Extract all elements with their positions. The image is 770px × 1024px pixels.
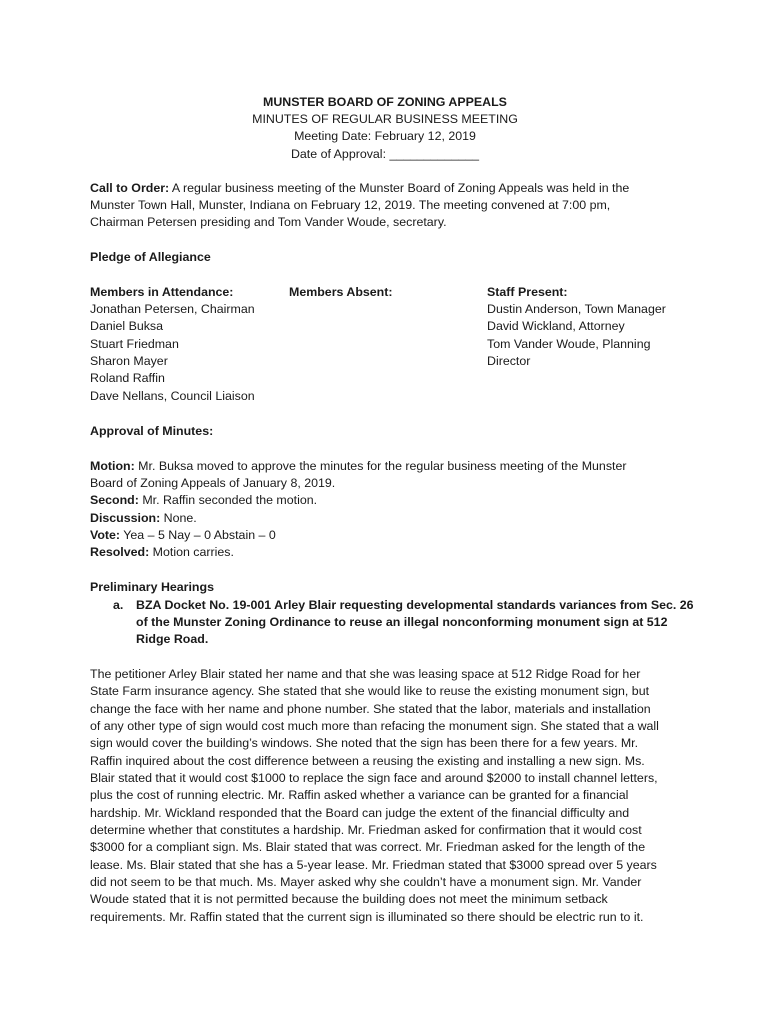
members-absent-heading: Members Absent: [289, 285, 393, 299]
resolved-text: Motion carries. [149, 545, 234, 559]
vote-label: Vote: [90, 528, 121, 542]
call-to-order-label: Call to Order: [90, 181, 170, 195]
document-title: MUNSTER BOARD OF ZONING APPEALS [263, 95, 507, 109]
call-to-order-line-2: Munster Town Hall, Munster, Indiana on February 12, 2019. The meeting convened at 7:00 pm, [90, 198, 611, 212]
body-line: lease. Ms. Blair stated that she has a 5-year lease. Mr. Friedman stated that $3000 spread over 5 years [90, 858, 657, 872]
body-line: $3000 for a compliant sign. Ms. Blair stated that was correct. Mr. Friedman asked for the length of the [90, 840, 646, 854]
second-line [90, 492, 317, 509]
vote-text: Yea – 5 Nay – 0 Abstain – 0 [120, 528, 276, 542]
body-line: Raffin inquired about the cost difference between a reusing the existing and installing a new sign. Ms. [90, 754, 645, 768]
member-present: Daniel Buksa [90, 319, 164, 333]
body-line: hardship. Mr. Wickland responded that the Board can judge the extent of the financial difficulty and [90, 806, 630, 820]
staff-member: Dustin Anderson, Town Manager [487, 302, 666, 316]
discussion-label: Discussion: [90, 511, 161, 525]
pledge-heading: Pledge of Allegiance [90, 250, 211, 264]
hearing-item-line: BZA Docket No. 19-001 Arley Blair requesting developmental standards variances from Sec. 26 [136, 598, 694, 612]
staff-member: David Wickland, Attorney [487, 319, 625, 333]
document-subtitle: MINUTES OF REGULAR BUSINESS MEETING [252, 112, 518, 126]
motion-label: Motion: [90, 459, 135, 473]
body-line: plus the cost of running electric. Mr. Raffin asked whether a variance can be granted for a financial [90, 788, 629, 802]
call-to-order-line-1 [90, 180, 629, 197]
hearings-heading: Preliminary Hearings [90, 580, 214, 594]
body-line: of any other type of sign would cost much more than refacing the monument sign. She stated that a wall [90, 719, 659, 733]
approval-heading: Approval of Minutes: [90, 424, 214, 438]
staff-present-heading: Staff Present: [487, 285, 568, 299]
call-to-order-text: A regular business meeting of the Munster Board of Zoning Appeals was held in the [169, 181, 630, 195]
vote-line [90, 527, 276, 544]
motion-text: Mr. Buksa moved to approve the minutes for the regular business meeting of the Munster [134, 459, 627, 473]
body-line: Woude stated that it is not permitted because the building does not meet the minimum setback [90, 892, 608, 906]
body-line: change the face with her name and phone number. She stated that the labor, materials and installation [90, 702, 651, 716]
hearing-item-line: of the Munster Zoning Ordinance to reuse an illegal nonconforming monument sign at 512 [136, 615, 668, 629]
second-text: Mr. Raffin seconded the motion. [138, 493, 318, 507]
body-line: sign would cover the building’s windows. She noted that the sign has been there for a few years. Mr. [90, 736, 639, 750]
member-present: Dave Nellans, Council Liaison [90, 389, 255, 403]
member-present: Stuart Friedman [90, 337, 179, 351]
discussion-line [90, 510, 197, 527]
member-present: Roland Raffin [90, 371, 165, 385]
meeting-date: Meeting Date: February 12, 2019 [294, 129, 476, 143]
body-line: determine whether that constitutes a hardship. Mr. Friedman asked for confirmation that it would cost [90, 823, 642, 837]
body-line: State Farm insurance agency. She stated that she would like to reuse the existing monument sign, but [90, 684, 650, 698]
staff-member: Director [487, 354, 531, 368]
body-line: Blair stated that it would cost $1000 to replace the sign face and around $2000 to install channel letters, [90, 771, 658, 785]
member-present: Jonathan Petersen, Chairman [90, 302, 255, 316]
body-line: did not seem to be that much. Ms. Mayer asked why she couldn’t have a monument sign. Mr. Vander [90, 875, 642, 889]
resolved-label: Resolved: [90, 545, 150, 559]
hearing-item-line: Ridge Road. [136, 632, 209, 646]
resolved-line [90, 544, 234, 561]
motion-line-2: Board of Zoning Appeals of January 8, 2019. [90, 476, 336, 490]
staff-member: Tom Vander Woude, Planning [487, 337, 651, 351]
discussion-text: None. [160, 511, 197, 525]
call-to-order-line-3: Chairman Petersen presiding and Tom Vander Woude, secretary. [90, 215, 447, 229]
body-line: The petitioner Arley Blair stated her name and that she was leasing space at 512 Ridge Road for her [90, 667, 641, 681]
approval-date: Date of Approval: _____________ [290, 147, 480, 161]
body-line: requirements. Mr. Raffin stated that the current sign is illuminated so there should be electric run to it. [90, 910, 644, 924]
motion-line-1 [90, 458, 626, 475]
member-present: Sharon Mayer [90, 354, 168, 368]
hearing-item-marker: a. [113, 598, 124, 612]
second-label: Second: [90, 493, 139, 507]
members-attendance-heading: Members in Attendance: [90, 285, 234, 299]
